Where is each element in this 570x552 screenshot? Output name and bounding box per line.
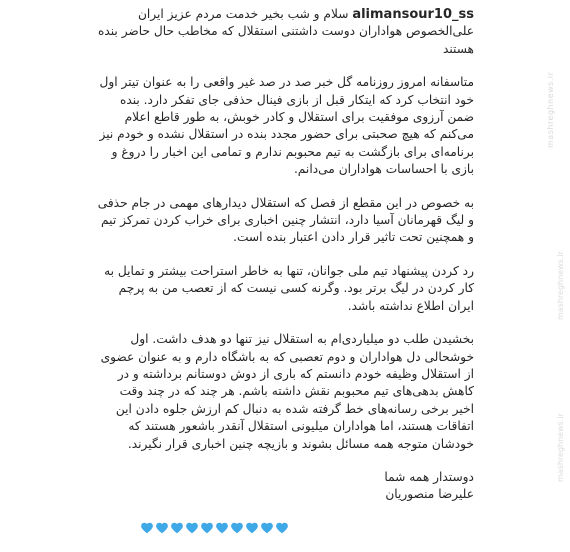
signature: علیرضا منصوریان <box>385 487 474 502</box>
caption-paragraph: متاسفانه امروز روزنامه گل خبر صد در صد غیر واقعی را به عنوان تیتر اول خود انتخاب کرد که ایتکار قبل از بازی فینال حذفی جای تفکر دارد. بنده ضمن آرزوی موفقیت برای استقلال و کادر خوبش، به طور قاطع اعلام می‌کنم که هیچ صحبتی برای حضور مجدد بنده در استقلال نشده و خودم نیز برنامه‌ای برای بازگشت به تیم محبوبم ندارم و تمامی این اخبار را دروغ و بازی با احساسات هواداران می‌دانم. <box>99 75 474 177</box>
blue-heart-icon <box>155 521 169 535</box>
watermark: mashreghnews.ir <box>556 251 565 320</box>
blue-heart-icon <box>230 521 244 535</box>
blue-heart-icon <box>185 521 199 535</box>
blue-heart-icon <box>215 521 229 535</box>
username-link[interactable]: alimansour10_ss <box>352 7 474 22</box>
caption-paragraph: به خصوص در این مقطع از فصل که استقلال دیدارهای مهمی در جام حذفی و لیگ قهرمانان آسیا دارد، انتشار چنین اخباری برای خراب کردن تمرکز تیم و همچنین تحت تاثیر قرار دادن اعتبار بنده است. <box>97 195 474 245</box>
blue-heart-icon <box>170 521 184 535</box>
caption-paragraph: رد کردن پیشنهاد تیم ملی جوانان، تنها به خاطر استراحت بیشتر و تمایل به کار کردن در لیگ برتر بود. وگرنه کسی نیست که از تعصب من به پرچم ایران اطلاع نداشته باشد. <box>104 263 474 313</box>
watermark: mashreghnews.ir <box>556 413 565 482</box>
blue-heart-icon <box>260 521 274 535</box>
caption-paragraph: بخشیدن طلب دو میلیاردی‌ام به استقلال نیز تنها دو هدف داشت. اول خوشحالی دل هواداران و دوم تعصبی که به باشگاه دارم و به عنوان عضوی از استقلال وظیفه خودم دانستم که باری از دوش دوستانم برداشته و در کاهش بدهی‌های تیم محبوبم نقش داشته باشم. هر چند که در چند وقت اخیر برخی رسانه‌های خط گرفته شده به دنبال کم ارزش جلوه دادن این اتفاقات هستند، اما هواداران میلیونی استقلال آنقدر باشعور هستند که خودشان متوجه همه مسائل بشوند و بازیچه چنین اخباری قرار نگیرند. <box>100 332 474 451</box>
caption-intro <box>96 6 474 58</box>
blue-heart-icon <box>245 521 259 535</box>
greeting-text: سلام و شب بخیر خدمت مردم عزیز ایران علی‌الخصوص هواداران دوست داشتنی استقلال که مخاطب حال حاضر بنده هستند <box>97 7 474 56</box>
post-caption <box>96 6 474 504</box>
hearts-emoji-row <box>140 521 288 535</box>
blue-heart-icon <box>140 521 154 535</box>
blue-heart-icon <box>200 521 214 535</box>
signoff-line: دوستدار همه شما <box>384 469 474 484</box>
watermark: mashreghnews.ir <box>546 71 555 148</box>
blue-heart-icon <box>275 521 289 535</box>
